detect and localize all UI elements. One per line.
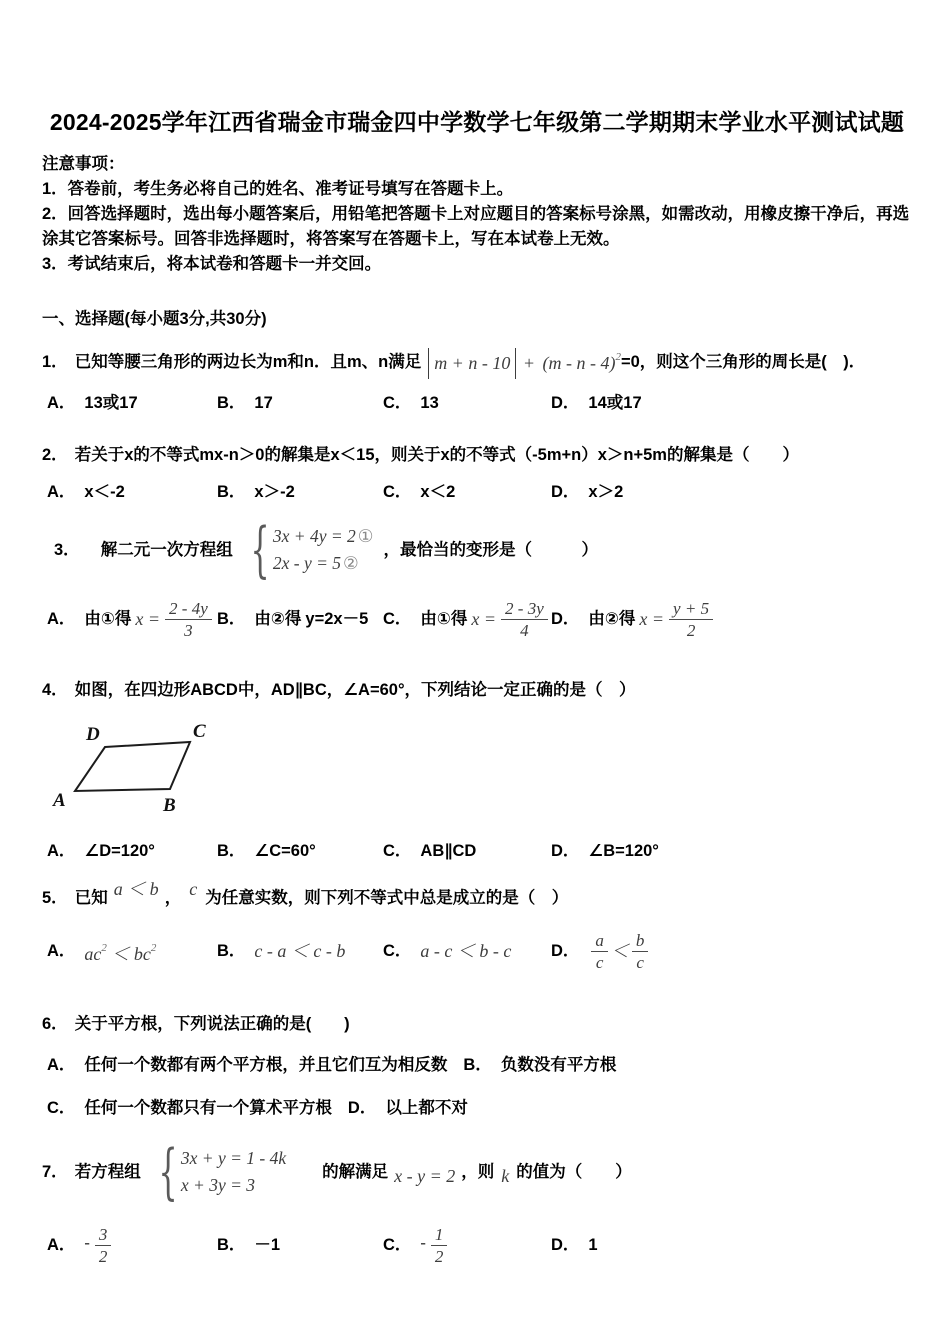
question-6-stem: 关于平方根，下列说法正确的是( ) bbox=[74, 1015, 350, 1034]
option-d: D． 由②得 x = $\frac{y + 5}{2}$ bbox=[551, 599, 912, 640]
option-b: B． 由②得 y=2x－5 bbox=[217, 610, 369, 629]
option-c: C． 由①得 x = $\frac{2 - 3y}{4}$ bbox=[383, 599, 551, 640]
option-b: B． －1 bbox=[217, 1236, 281, 1255]
notice-section bbox=[42, 152, 912, 277]
notice-item-1: 1．答卷前，考生务必将自己的姓名、准考证号填写在答题卡上。 bbox=[42, 180, 514, 198]
exam-title: 2024-2025学年江西省瑞金市瑞金四中学数学七年级第二学期期末学业水平测试试题 bbox=[49, 109, 905, 135]
question-1-number: 1． bbox=[42, 352, 68, 371]
vertex-label-c: C bbox=[193, 721, 206, 743]
question-7-options bbox=[47, 1225, 912, 1266]
question-5-stem: 已知 bbox=[74, 889, 108, 908]
question-5: 5． 已知 a ＜ b ， c 为任意实数，则下列不等式中总是成立的是（ ） A． $ac^2 < bc^2$ B． c - a ＜ c - b C． a - c ＜ b - c D． $\frac{a}{c}$ ＜ $\frac{b}{c}$ bbox=[42, 886, 912, 972]
inequality-a-lt-b: a ＜ b bbox=[113, 879, 159, 900]
question-1-stem: 已知等腰三角形的两边长为m和n．且m、n满足 bbox=[74, 352, 422, 371]
option-b: B． 负数没有平方根 bbox=[463, 1056, 617, 1075]
fraction: $\frac{a}{c}$ bbox=[591, 931, 608, 972]
notice-item-3: 3．考试结束后，将本试卷和答题卡一并交回。 bbox=[42, 255, 382, 273]
exponent-2: 2 bbox=[615, 351, 621, 363]
option-a: A． - $\frac{3}{2}$ bbox=[47, 1225, 217, 1266]
question-7-number: 7． bbox=[42, 1162, 68, 1181]
fraction: $\frac{y + 5}{2}$ bbox=[669, 599, 713, 640]
option-b: B． 17 bbox=[217, 394, 273, 412]
option-b: B． ∠C=60° bbox=[217, 842, 316, 861]
question-3-options bbox=[47, 599, 912, 640]
option-d: D． 1 bbox=[551, 1236, 598, 1255]
option-a: A． $ac^2 < bc^2$ bbox=[47, 936, 217, 967]
question-4-number: 4． bbox=[42, 681, 68, 700]
question-6-number: 6． bbox=[42, 1015, 68, 1034]
equation-system bbox=[149, 1136, 287, 1207]
option-c: C． AB∥CD bbox=[383, 842, 477, 861]
question-5-options bbox=[47, 931, 912, 972]
question-6-options-row-2 bbox=[47, 1096, 912, 1121]
variable-c: c bbox=[189, 879, 198, 900]
circled-1: ① bbox=[357, 526, 374, 546]
option-b: B． c - a ＜ c - b bbox=[217, 941, 346, 962]
question-7: 7． 若方程组 { 3x + y = 1 - 4k x + 3y = 3 的解满足 x - y = 2 ，则 k 的值为（ ） A． - $\frac{3}{2}$ B． －1 C． - $\frac{1}{2}$ D． 1 bbox=[42, 1145, 912, 1266]
circled-2: ② bbox=[343, 553, 359, 573]
inequality-ac2-bc2: $ac^2 < bc^2$ bbox=[84, 942, 157, 965]
parallelogram-shape bbox=[75, 742, 190, 791]
fraction: $\frac{3}{2}$ bbox=[95, 1225, 112, 1266]
question-4 bbox=[42, 678, 912, 864]
question-6 bbox=[42, 1012, 912, 1121]
question-7-stem-tail: 的值为（ ） bbox=[516, 1162, 632, 1181]
fraction: $\frac{2 - 4y}{3}$ bbox=[165, 599, 212, 640]
vertex-label-a: A bbox=[53, 790, 66, 812]
condition-x-minus-y: x - y = 2 bbox=[394, 1165, 456, 1186]
left-brace: { bbox=[250, 514, 270, 585]
equation-2: x + 3y = 3 bbox=[180, 1175, 256, 1196]
variable-k: k bbox=[501, 1165, 510, 1186]
equation-2: 2x - y = 5 ② bbox=[272, 553, 359, 573]
option-a: A． 由①得 x = $\frac{2 - 4y}{3}$ bbox=[47, 599, 217, 640]
section-heading-choice: 一、选择题(每小题3分,共30分) bbox=[42, 310, 267, 328]
question-2 bbox=[42, 443, 912, 505]
option-c: C． x＜2 bbox=[383, 483, 456, 501]
question-4-options bbox=[47, 839, 912, 864]
vertex-label-d: D bbox=[86, 724, 100, 746]
option-a: A． 13或17 bbox=[47, 394, 138, 412]
question-2-stem: 若关于x的不等式mx-n＞0的解集是x＜15，则关于x的不等式（-5m+n）x＞n+5m的解集是（ ） bbox=[74, 446, 799, 464]
option-d: D． ∠B=120° bbox=[551, 842, 659, 861]
left-brace: { bbox=[158, 1136, 178, 1207]
fraction: $\frac{2 - 3y}{4}$ bbox=[501, 599, 548, 640]
question-5-number: 5． bbox=[42, 889, 68, 908]
question-1-stem-tail: =0，则这个三角形的周长是( )． bbox=[620, 352, 866, 371]
question-3 bbox=[42, 514, 912, 641]
notice-item-2: 2．回答选择题时，选出每小题答案后，用铅笔把答题卡上对应题目的答案标号涂黑，如需改动，用橡皮擦干净后，再选涂其它答案标号。回答非选择题时，将答案写在答题卡上，写在本试卷上无效。 bbox=[42, 205, 910, 248]
option-a: A． ∠D=120° bbox=[47, 842, 155, 861]
equation-system bbox=[241, 514, 374, 585]
option-c: C． 13 bbox=[383, 394, 439, 412]
option-c: C． - $\frac{1}{2}$ bbox=[383, 1225, 551, 1266]
question-2-options bbox=[47, 480, 912, 505]
question-1-options bbox=[47, 391, 912, 416]
fraction: $\frac{1}{2}$ bbox=[431, 1225, 448, 1266]
question-3-stem-tail: ，最恰当的变形是（ ） bbox=[383, 540, 598, 559]
absolute-value-expression: m + n - 10 bbox=[428, 348, 516, 379]
question-3-stem: 解二元一次方程组 bbox=[100, 540, 233, 559]
option-d: D． x＞2 bbox=[551, 483, 624, 501]
option-c: C． 任何一个数都只有一个算术平方根 bbox=[47, 1099, 332, 1118]
option-b: B． x＞-2 bbox=[217, 483, 295, 501]
question-7-stem: 若方程组 bbox=[74, 1162, 141, 1181]
fraction: $\frac{b}{c}$ bbox=[632, 931, 649, 972]
question-4-stem: 如图，在四边形ABCD中，AD∥BC，∠A=60°，下列结论一定正确的是（ ） bbox=[74, 681, 636, 700]
parallelogram-figure bbox=[50, 717, 912, 825]
question-5-stem-tail: 为任意实数，则下列不等式中总是成立的是（ ） bbox=[205, 889, 569, 908]
question-1 bbox=[42, 345, 912, 416]
question-2-number: 2． bbox=[42, 446, 68, 464]
option-a: A． 任何一个数都有两个平方根，并且它们互为相反数 bbox=[47, 1056, 448, 1075]
option-d: D． 14或17 bbox=[551, 394, 642, 412]
option-c: C． a - c ＜ b - c bbox=[383, 941, 512, 962]
question-3-number: 3． bbox=[54, 540, 80, 559]
option-a: A． x＜-2 bbox=[47, 483, 125, 501]
notice-heading: 注意事项： bbox=[42, 155, 125, 173]
vertex-label-b: B bbox=[163, 795, 176, 817]
q1-formula: m + n - 10 + (m - n - 4)$^2$ bbox=[421, 345, 621, 379]
equation-1: 3x + y = 1 - 4k bbox=[180, 1148, 287, 1169]
option-d: D． $\frac{a}{c}$ ＜ $\frac{b}{c}$ bbox=[551, 931, 912, 972]
option-d: D． 以上都不对 bbox=[347, 1099, 468, 1118]
question-6-options-row-1 bbox=[47, 1053, 912, 1078]
equation-1: 3x + 4y = 2 ① bbox=[272, 526, 374, 546]
